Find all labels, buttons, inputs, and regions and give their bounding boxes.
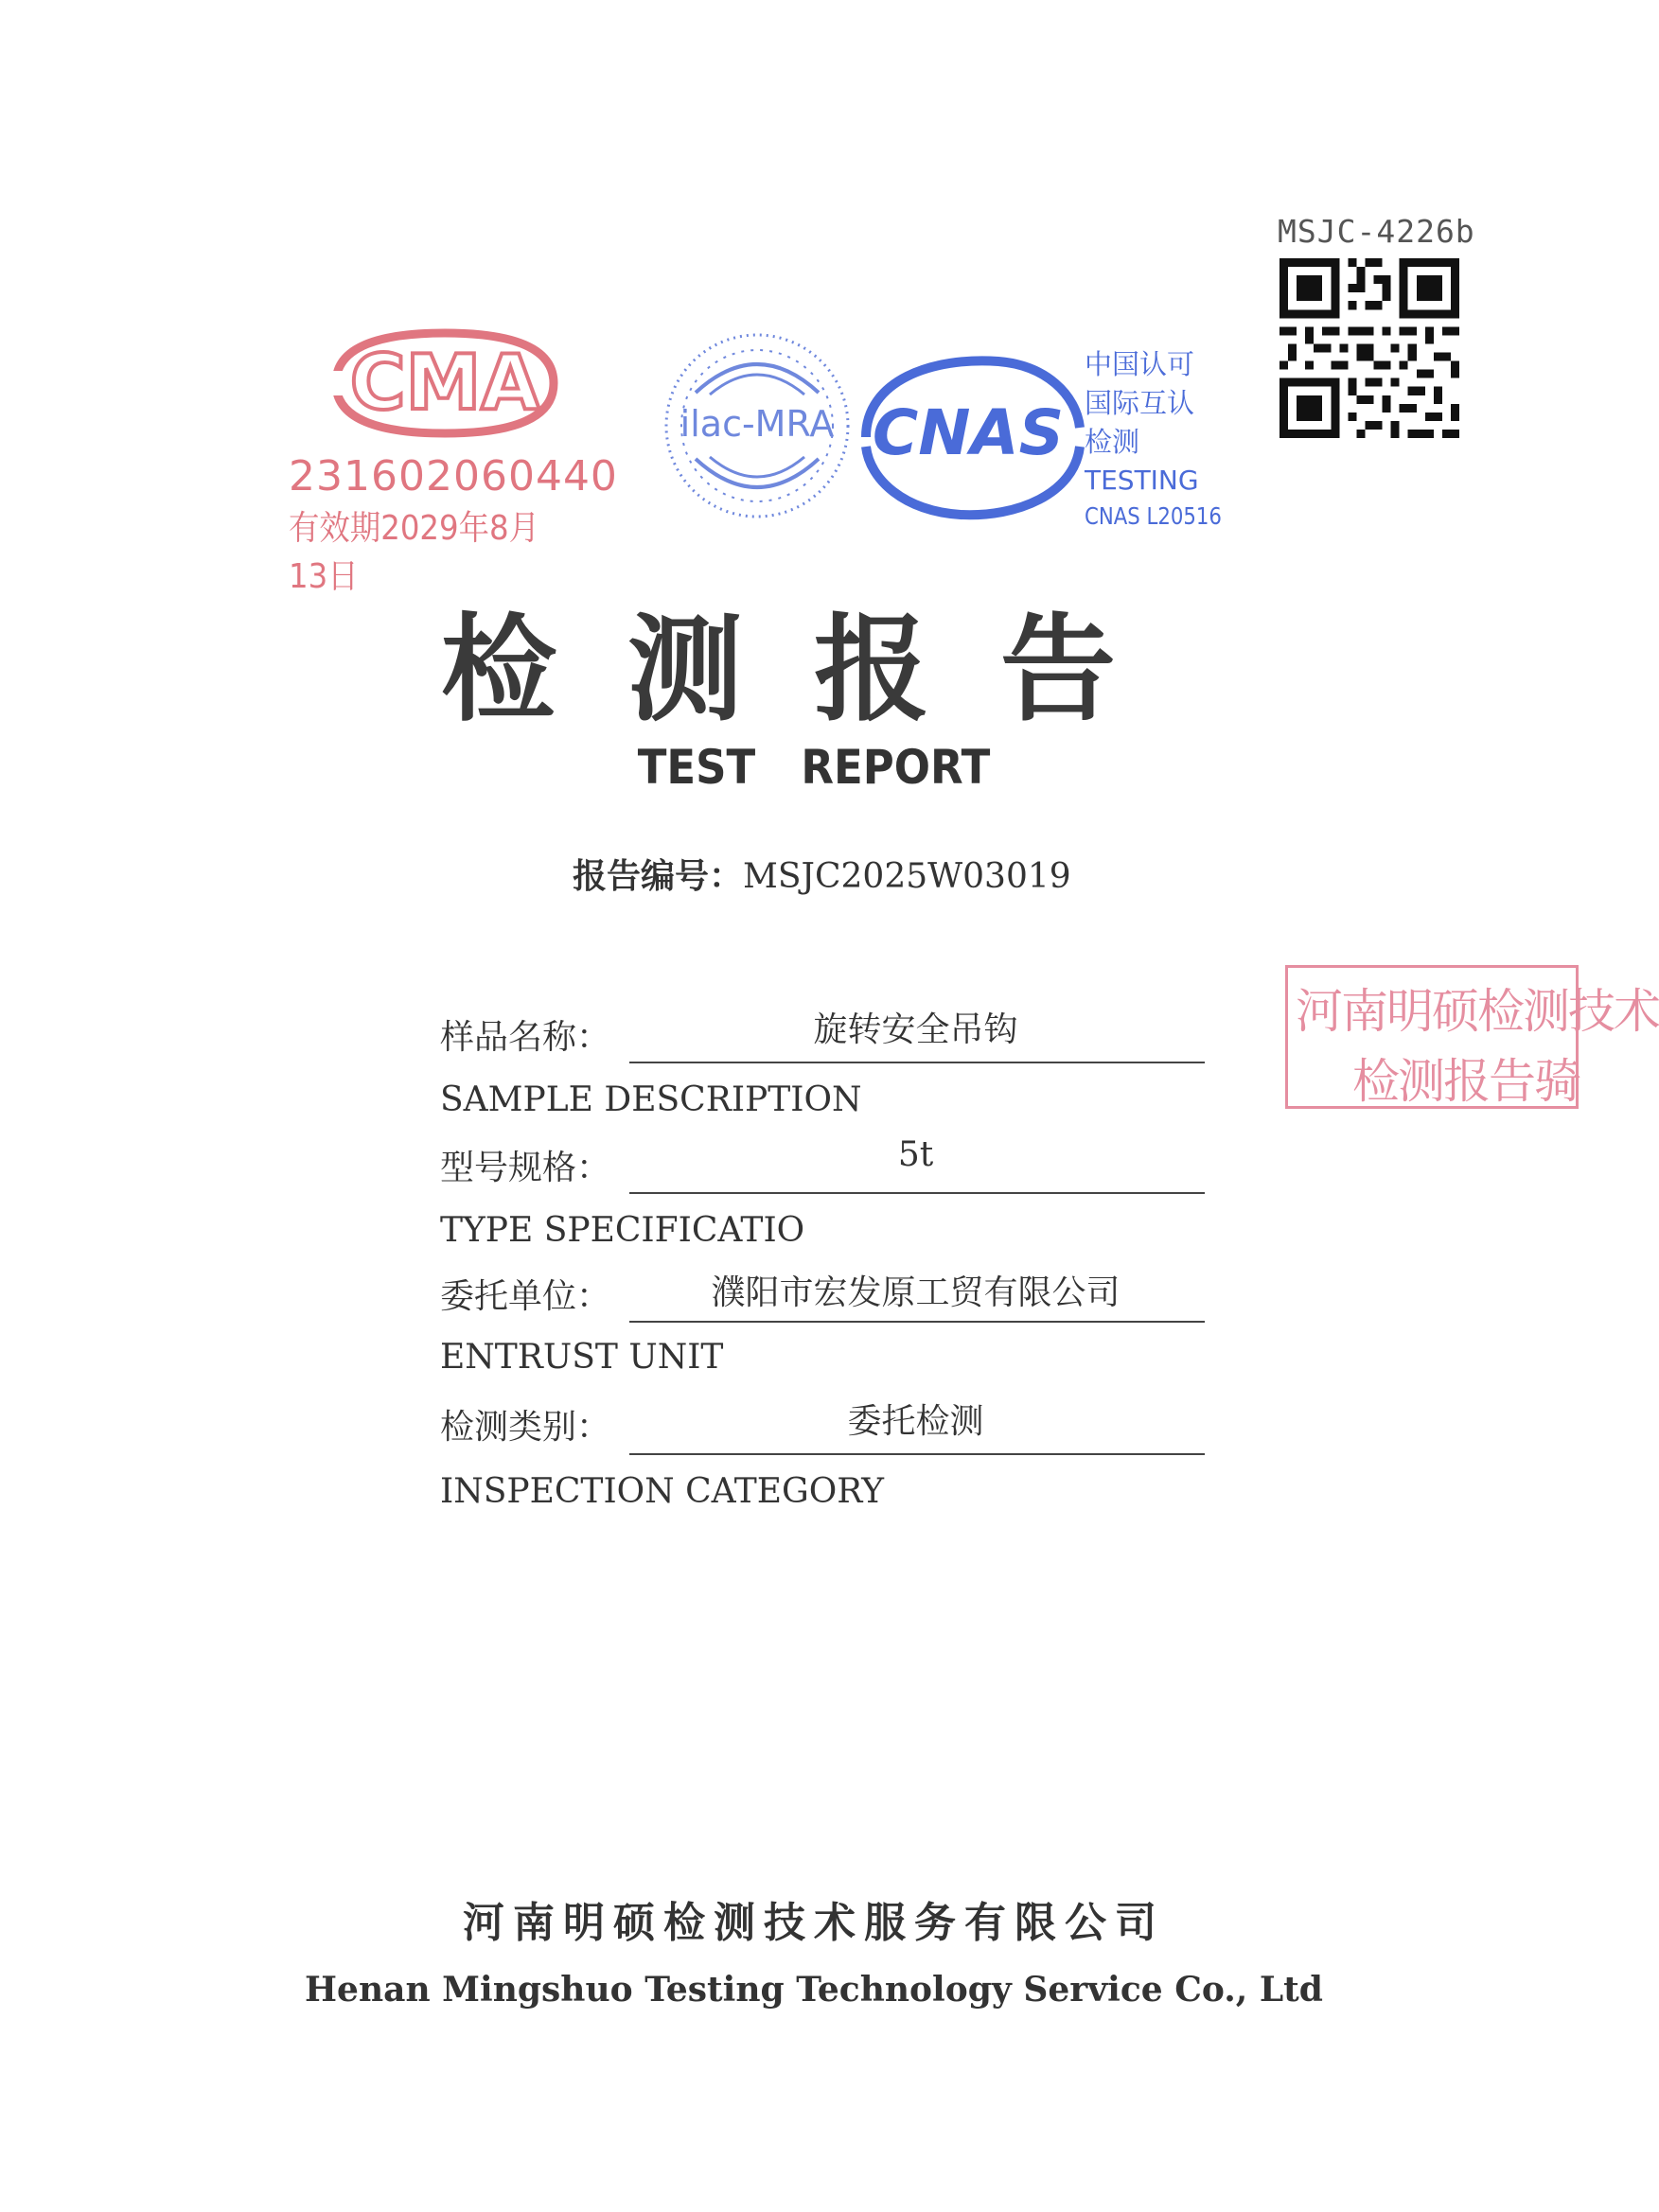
title-en: TEST REPORT [637,740,991,795]
title-zh: 检测报告 [441,601,1187,737]
report-number-label: 报告编号： [573,857,744,896]
field-value: 5t [897,1135,934,1174]
cma-number: 231602060440 [289,452,618,500]
field-label-zh: 检测类别： [440,1408,611,1447]
ilac-mra-logo-icon [658,326,856,525]
field-underline [629,1321,1205,1323]
side-seal-line2: 检测报告骑 [1352,1054,1580,1109]
side-seal [1285,965,1659,1109]
field-value: 委托检测 [847,1402,984,1441]
cnas-code: CNAS L20516 [1085,502,1222,530]
cma-seal [289,322,618,596]
company-name-en: Henan Mingshuo Testing Technology Service Co., Ltd [305,1970,1323,2010]
document-code: MSJC-4226b [1278,213,1475,250]
field-label-en: SAMPLE DESCRIPTION [440,1080,862,1119]
cma-logo-icon [317,322,573,445]
cma-validity: 有效期2029年8月13日 [289,509,540,596]
field-underline [629,1453,1205,1455]
cnas-en-line: TESTING [1085,465,1199,496]
svg-text:CNAS: CNAS [872,396,1065,469]
field-label-en: TYPE SPECIFICATIO [440,1211,805,1250]
field-label-zh: 委托单位： [440,1277,611,1316]
report-number [573,850,1071,898]
field-label-zh: 样品名称： [440,1018,611,1057]
svg-text:CMA: CMA [349,339,540,427]
field-underline [629,1192,1205,1194]
field-label-zh: 型号规格： [440,1149,611,1187]
field-value: 旋转安全吊钩 [813,1010,1018,1049]
company-name-zh: 河南明硕检测技术服务有限公司 [463,1899,1165,1947]
cnas-zh-line1: 中国认可 [1085,348,1195,380]
field-label-en: INSPECTION CATEGORY [440,1472,885,1511]
cnas-logo-icon [856,352,1084,522]
cnas-caption [1085,345,1246,534]
field-underline [629,1062,1205,1063]
cnas-zh-line3: 检测 [1085,426,1140,458]
side-seal-line1: 河南明硕检测技术 [1296,984,1659,1039]
report-number-value: MSJC2025W03019 [743,857,1071,896]
field-label-en: ENTRUST UNIT [440,1338,724,1377]
svg-text:ilac-MRA: ilac-MRA [679,403,835,445]
qr-code-icon [1280,257,1459,439]
field-value: 濮阳市宏发原工贸有限公司 [711,1273,1121,1312]
cnas-zh-line2: 国际互认 [1085,387,1195,419]
